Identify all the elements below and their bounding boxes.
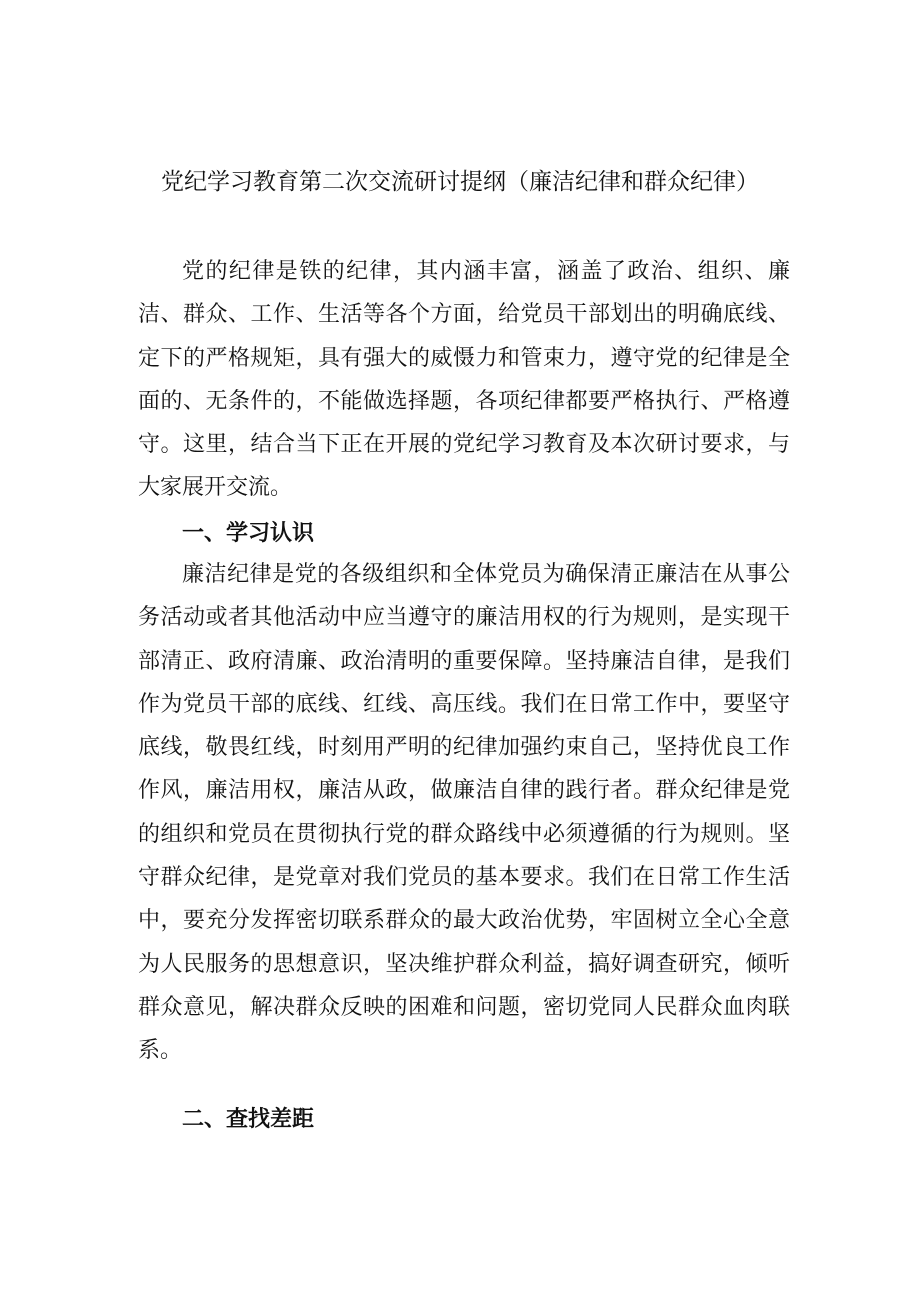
section-heading-1: 一、学习认识 [182,521,315,546]
section-heading-2: 二、查找差距 [182,1107,315,1132]
section-1-paragraph: 廉洁纪律是党的各级组织和全体党员为确保清正廉洁在从事公务活动或者其他活动中应当遵守的廉洁用权的行为规则，是实现干部清正、政府清廉、政治清明的重要保障。坚持廉洁自律，是我们作为党员干部的底线、红线、高压线。我们在日常工作中，要坚守底线，敬畏红线，时刻用严明的纪律加强约束自己，坚持优良工作作风，廉洁用权，廉洁从政，做廉洁自律的践行者。群众纪律是党的组织和党员在贯彻执行党的群众路线中必须遵循的行为规则。坚守群众纪律，是党章对我们党员的基本要求。我们在日常工作生活中，要充分发挥密切联系群众的最大政治优势，牢固树立全心全意为人民服务的思想意识，坚决维护群众利益，搞好调查研究，倾听群众意见，解决群众反映的困难和问题，密切党同人民群众血肉联系。 [138,562,790,1064]
intro-paragraph: 党的纪律是铁的纪律，其内涵丰富，涵盖了政治、组织、廉洁、群众、工作、生活等各个方面，给党员干部划出的明确底线、定下的严格规矩，具有强大的威慑力和管束力，遵守党的纪律是全面的、无条件的，不能做选择题，各项纪律都要严格执行、严格遵守。这里，结合当下正在开展的党纪学习教育及本次研讨要求，与大家展开交流。 [138,259,790,501]
document-title: 党纪学习教育第二次交流研讨提纲（廉洁纪律和群众纪律） [161,169,759,195]
